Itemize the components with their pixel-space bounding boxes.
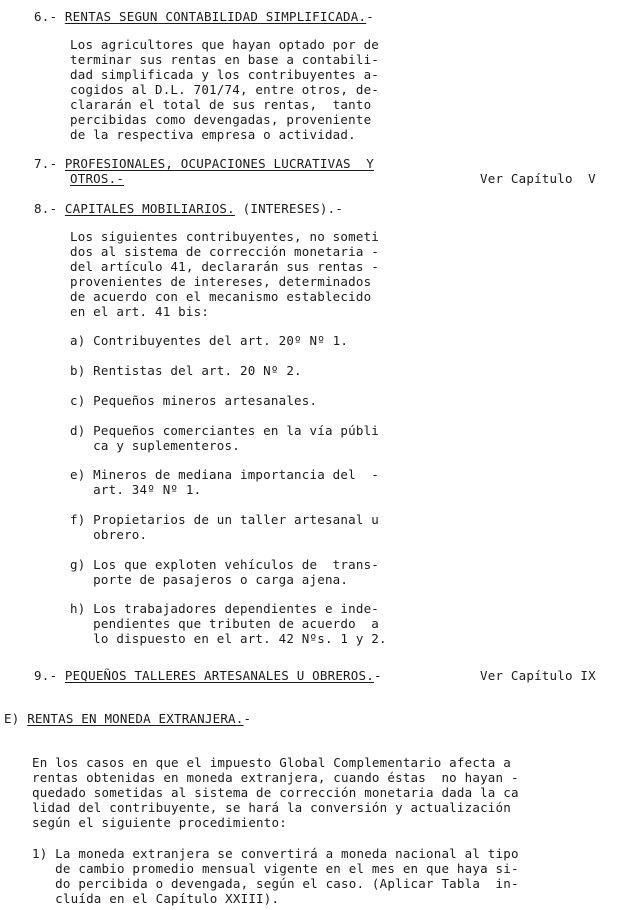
section-8-body-line: provenientes de intereses, determinados [70, 274, 372, 289]
section-8-body-line: del artículo 41, declararán sus rentas - [70, 259, 380, 274]
section-6-body-line: terminar sus rentas en base a contabili- [70, 52, 380, 67]
point-1-line: de cambio promedio mensual vigente en el mes en que haya si- [32, 861, 519, 876]
list-item-b: b) Rentistas del art. 20 Nº 2. [70, 363, 302, 378]
section-e-body-line: según el siguiente procedimiento: [32, 815, 287, 830]
section-6-body-line: cogidos al D.L. 701/74, entre otros, de- [70, 82, 380, 97]
section-8-body-line: de acuerdo con el mecanismo establecido [70, 289, 372, 304]
section-7-chapter-ref: Ver Capítulo V [480, 171, 596, 186]
section-e-body-line: rentas obtenidas en moneda extranjera, cuando éstas no hayan - [32, 770, 519, 785]
list-item-c: c) Pequeños mineros artesanales. [70, 393, 318, 408]
section-9-title: PEQUEÑOS TALLERES ARTESANALES U OBREROS. [64, 668, 374, 683]
list-item-f-cont: obrero. [70, 527, 148, 542]
list-item-f: f) Propietarios de un taller artesanal u [70, 512, 380, 527]
section-7-heading: 7.- PROFESIONALES, OCUPACIONES LUCRATIVAS Y [34, 156, 374, 171]
list-item-h: h) Los trabajadores dependientes e inde- [70, 601, 380, 616]
section-9-heading: 9.- PEQUEÑOS TALLERES ARTESANALES U OBREROS.- [34, 668, 382, 683]
section-8-title: CAPITALES MOBILIARIOS. [64, 201, 235, 216]
section-e-heading: E) RENTAS EN MONEDA EXTRANJERA.- [4, 711, 252, 726]
section-6-body-line: percibidas como devengadas, proveniente [70, 112, 372, 127]
list-item-e: e) Mineros de mediana importancia del - [70, 467, 380, 482]
point-1-line: cluída en el Capítulo XXIII). [32, 891, 280, 906]
list-item-d-cont: ca y suplementeros. [70, 438, 240, 453]
list-item-d: d) Pequeños comerciantes en la vía públi [70, 423, 380, 438]
list-item-h-cont: lo dispuesto en el art. 42 Nºs. 1 y 2. [70, 631, 387, 646]
list-item-a: a) Contribuyentes del art. 20º Nº 1. [70, 333, 349, 348]
list-item-g-cont: porte de pasajeros o carga ajena. [70, 572, 349, 587]
section-7-title: PROFESIONALES, OCUPACIONES LUCRATIVAS Y [64, 156, 374, 171]
section-8-heading: 8.- CAPITALES MOBILIARIOS. (INTERESES).- [34, 201, 344, 216]
list-item-e-cont: art. 34º Nº 1. [70, 482, 202, 497]
section-6-title: RENTAS SEGUN CONTABILIDAD SIMPLIFICADA. [64, 9, 367, 24]
section-8-body-line: en el art. 41 bis: [70, 304, 210, 319]
point-1-line: 1) La moneda extranjera se convertirá a moneda nacional al tipo [32, 846, 519, 861]
section-7-heading-cont: OTROS.- [70, 171, 125, 186]
list-item-h-cont: pendientes que tributen de acuerdo a [70, 616, 380, 631]
section-6-heading: 6.- RENTAS SEGUN CONTABILIDAD SIMPLIFICADA.- [34, 9, 374, 24]
section-6-body-line: dad simplificada y los contribuyentes a- [70, 67, 380, 82]
section-e-title: RENTAS EN MONEDA EXTRANJERA. [27, 711, 244, 726]
section-e-body-line: lidad del contribuyente, se hará la conversión y actualización [32, 800, 511, 815]
list-item-g: g) Los que exploten vehículos de trans- [70, 557, 380, 572]
section-8-body-line: dos al sistema de corrección monetaria - [70, 244, 380, 259]
section-9-chapter-ref: Ver Capítulo IX [480, 668, 596, 683]
section-6-body-line: Los agricultores que hayan optado por de [70, 37, 380, 52]
section-e-body-line: En los casos en que el impuesto Global Complementario afecta a [32, 755, 511, 770]
section-8-body-line: Los siguientes contribuyentes, no someti [70, 229, 380, 244]
section-e-body-line: quedado sometidas al sistema de corrección monetaria dada la ca [32, 785, 519, 800]
point-1-line: do percibida o devengada, según el caso. (Aplicar Tabla in- [32, 876, 519, 891]
section-6-body-line: clararán el total de sus rentas, tanto [70, 97, 372, 112]
section-6-body-line: de la respectiva empresa o actividad. [70, 127, 356, 142]
